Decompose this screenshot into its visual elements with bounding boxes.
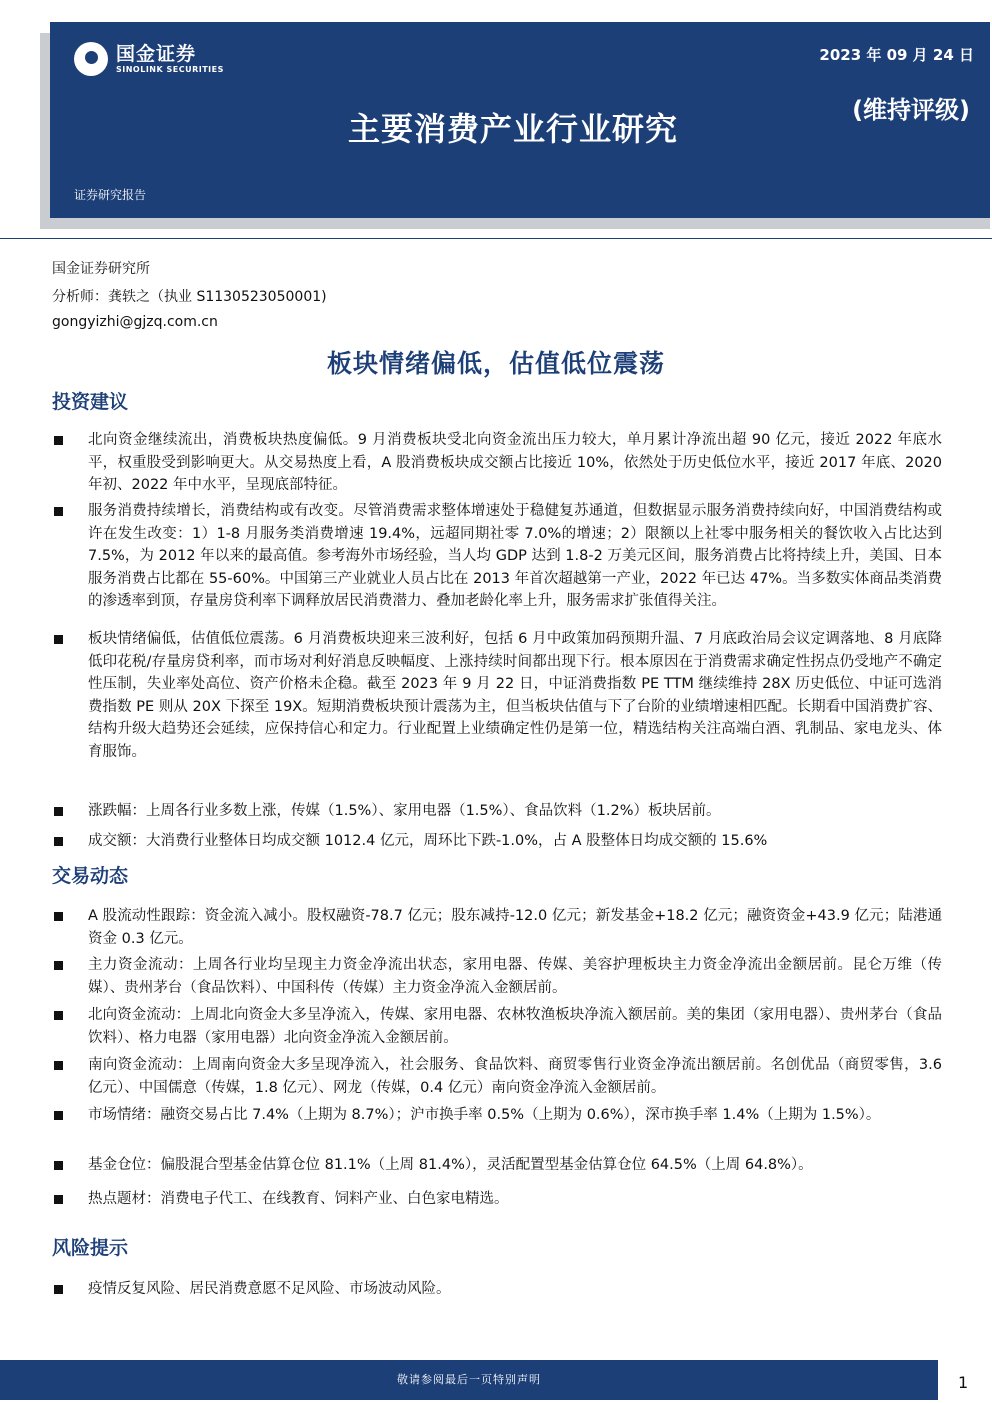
bullet-icon <box>52 1154 88 1177</box>
company-logo <box>74 42 224 76</box>
bullet-icon <box>52 1004 88 1049</box>
page-number: 1 <box>958 1373 969 1392</box>
institute: 国金证券研究所 <box>52 261 150 277</box>
section-heading-invest: 投资建议 <box>52 391 129 413</box>
report-date: 2023 年 09 月 24 日 <box>819 46 974 64</box>
paragraph-text: 服务消费持续增长，消费结构或有改变。尽管消费需求整体增速处于稳健复苏通道，但数据显示服务消费持续向好，中国消费结构或许在发生改变：1）1-8 月服务类消费增速 19.4%，远超同期社零 7.0%的增速；2）限额以上社零中服务相关的餐饮收入占比达到 7.5%，为 2012 年以来的最高值。参考海外市场经验，当人均 GDP 达到 1.8-2 万美元区间，服务消费占比将持续上升，美国、日本服务消费占比都在 55-60%。中国第三产业就业人员占比在 2013 年首次超越第一产业，2022 年已达 47%。当多数实体商品类消费的渗透率到顶，存量房贷利率下调释放居民消费潜力、叠加老龄化率上升，服务需求扩张值得关注。 <box>88 503 942 609</box>
analyst: 分析师：龚轶之（执业 S1130523050001) <box>52 289 327 305</box>
paragraph-text: 市场情绪：融资交易占比 7.4%（上期为 8.7%）；沪市换手率 0.5%（上期为 0.6%），深市换手率 1.4%（上期为 1.5%）。 <box>88 1107 881 1123</box>
list-item <box>52 628 942 763</box>
list-item <box>52 905 942 950</box>
logo-name-en: SINOLINK SECURITIES <box>116 64 224 74</box>
section-heading-trade: 交易动态 <box>52 865 129 887</box>
bullet-icon <box>52 1188 88 1211</box>
bullet-icon <box>52 905 88 950</box>
footer-notice: 敬请参阅最后一页特别声明 <box>0 1360 938 1400</box>
bullet-icon <box>52 628 88 763</box>
paragraph-text: 疫情反复风险、居民消费意愿不足风险、市场波动风险。 <box>88 1281 451 1297</box>
analyst-email[interactable]: gongyizhi@gjzq.com.cn <box>52 314 218 330</box>
bullet-icon <box>52 800 88 823</box>
paragraph-text: 南向资金流动：上周南向资金大多呈现净流入，社会服务、食品饮料、商贸零售行业资金净流出额居前。名创优品（商贸零售，3.6 亿元）、中国儒意（传媒，1.8 亿元）、网龙（传媒，0.4 亿元）南向资金净流入金额居前。 <box>88 1057 942 1096</box>
list-item <box>52 1104 942 1127</box>
bullet-icon <box>52 830 88 853</box>
paragraph-text: 成交额：大消费行业整体日均成交额 1012.4 亿元，周环比下跌-1.0%，占 A 股整体日均成交额的 15.6% <box>88 833 768 849</box>
list-item <box>52 830 942 853</box>
bullet-icon <box>52 1278 88 1301</box>
list-item <box>52 1154 942 1177</box>
report-type: 证券研究报告 <box>74 188 147 202</box>
list-item <box>52 954 942 999</box>
bullet-icon <box>52 500 88 613</box>
paragraph-text: 板块情绪偏低，估值低位震荡。6 月消费板块迎来三波利好，包括 6 月中政策加码预期升温、7 月底政治局会议定调落地、8 月底降低印花税/存量房贷利率，而市场对利好消息反映幅度、上涨持续时间都出现下行。根本原因在于消费需求确定性拐点仍受地产不确定性压制，失业率处高位、资产价格未企稳。截至 2023 年 9 月 22 日，中证消费指数 PE TTM 继续维持 28X 历史低位、中证可选消费指数 PE 则从 20X 下探至 19X。短期消费板块预计震荡为主，但当板块估值与下了台阶的业绩增速相匹配。长期看中国消费扩容、结构升级大趋势还会延续，应保持信心和定力。行业配置上业绩确定性仍是第一位，精选结构关注高端白酒、乳制品、家电龙头、体育服饰。 <box>88 631 942 760</box>
report-title: 主要消费产业行业研究 <box>348 110 679 148</box>
list-item <box>52 1004 942 1049</box>
logo-name-cn: 国金证券 <box>116 42 197 65</box>
rating: (维持评级) <box>852 96 970 124</box>
paragraph-text: 热点题材：消费电子代工、在线教育、饲料产业、白色家电精选。 <box>88 1191 509 1207</box>
bullet-icon <box>52 1054 88 1099</box>
list-item <box>52 1054 942 1099</box>
paragraph-text: 涨跌幅：上周各行业多数上涨，传媒（1.5%）、家用电器（1.5%）、食品饮料（1.2%）板块居前。 <box>88 803 721 819</box>
report-subtitle: 板块情绪偏低，估值低位震荡 <box>326 349 665 378</box>
list-item <box>52 500 942 613</box>
paragraph-text: 主力资金流动：上周各行业均呈现主力资金净流出状态，家用电器、传媒、美容护理板块主力资金净流出金额居前。昆仑万维（传媒）、贵州茅台（食品饮料）、中国科传（传媒）主力资金净流入金额居前。 <box>88 957 942 996</box>
paragraph-text: 北向资金继续流出，消费板块热度偏低。9 月消费板块受北向资金流出压力较大，单月累计净流出超 90 亿元，接近 2022 年底水平，权重股受到影响更大。从交易热度上看，A 股消费板块成交额占比接近 10%，依然处于历史低位水平，接近 2017 年底、2020 年初、2022 年中水平，呈现底部特征。 <box>88 432 942 493</box>
list-item <box>52 800 942 823</box>
bullet-icon <box>52 1104 88 1127</box>
paragraph-text: 基金仓位：偏股混合型基金估算仓位 81.1%（上周 81.4%），灵活配置型基金估算仓位 64.5%（上周 64.8%）。 <box>88 1157 813 1173</box>
list-item <box>52 1188 942 1211</box>
header-divider <box>0 238 992 239</box>
paragraph-text: A 股流动性跟踪：资金流入减小。股权融资-78.7 亿元；股东减持-12.0 亿元；新发基金+18.2 亿元；融资资金+43.9 亿元；陆港通资金 0.3 亿元。 <box>88 908 942 947</box>
logo-icon <box>74 42 108 76</box>
section-heading-risk: 风险提示 <box>52 1237 129 1259</box>
bullet-icon <box>52 954 88 999</box>
header-banner <box>50 22 990 218</box>
list-item <box>52 429 942 497</box>
bullet-icon <box>52 429 88 497</box>
paragraph-text: 北向资金流动：上周北向资金大多呈净流入，传媒、家用电器、农林牧渔板块净流入额居前。美的集团（家用电器）、贵州茅台（食品饮料）、格力电器（家用电器）北向资金净流入金额居前。 <box>88 1007 942 1046</box>
list-item <box>52 1278 942 1301</box>
